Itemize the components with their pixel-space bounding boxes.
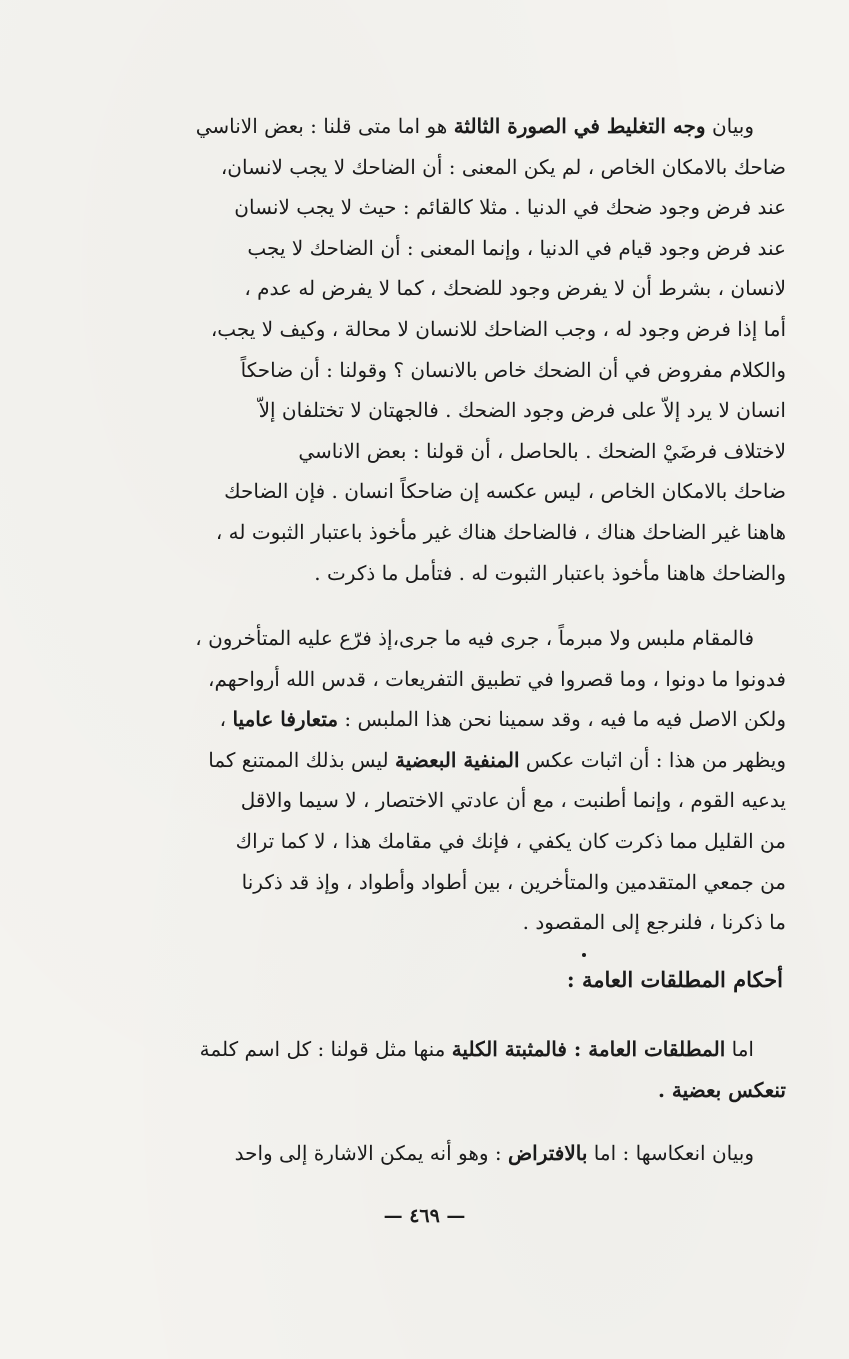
text-run: وبيان: [705, 114, 754, 138]
paragraph-4: [138, 1133, 786, 1174]
bold-term: المطلقات العامة : فالمثبتة الكلية: [451, 1037, 726, 1061]
text-line: تنعكس بعضية .: [658, 1077, 786, 1102]
text-line: يدعيه القوم ، وإنما أطنبت ، مع أن عادتي الاختصار ، لا سيما والاقل: [240, 788, 786, 813]
text-line: والكلام مفروض في أن الضحك خاص بالانسان ؟ وقولنا : أن ضاحكاً: [240, 357, 786, 382]
text-line: أما إذا فرض وجود له ، وجب الضاحك للانسان لا محالة ، وكيف لا يجب،: [210, 316, 786, 341]
text-run: اما: [725, 1037, 754, 1061]
stray-dot: [582, 953, 586, 957]
text-line: انسان لا يرد إلاّ على فرض وجود الضحك . فالجهتان لا تختلفان إلاّ: [258, 398, 786, 423]
text-line: من جمعي المتقدمين والمتأخرين ، بين أطواد وأطواد ، وإذ قد ذكرنا: [241, 869, 786, 894]
text-line: من القليل مما ذكرت كان يكفي ، فإنك في مقامك هذا ، لا كما تراك: [235, 828, 786, 853]
text-line: عند فرض وجود ضحك في الدنيا . مثلا كالقائم : حيث لا يجب لانسان: [234, 195, 786, 220]
text-line: [138, 1029, 786, 1070]
text-line: [138, 699, 786, 740]
bold-term: المنفية البعضية: [395, 747, 520, 772]
text-line: ما ذكرنا ، فلنرجع إلى المقصود .: [522, 910, 786, 935]
text-line: لانسان ، بشرط أن لا يفرض وجود للضحك ، كما لا يفرض له عدم ،: [244, 276, 786, 301]
bold-term: بالافتراض: [508, 1141, 588, 1165]
text-line: والضاحك هاهنا مأخوذ باعتبار الثبوت له . فتأمل ما ذكرت .: [314, 560, 786, 585]
section-heading: أحكام المطلقات العامة :: [566, 967, 783, 992]
text-line: هاهنا غير الضاحك هناك ، فالضاحك هناك غير مأخوذ باعتبار الثبوت له ،: [215, 519, 786, 544]
text-run: هو اما متى قلنا : بعض الاناسي: [195, 114, 454, 138]
text-line: فالمقام ملبس ولا مبرماً ، جرى فيه ما جرى،إذ فرّع عليه المتأخرون ،: [195, 626, 754, 650]
text-line: ضاحك بالامكان الخاص ، لم يكن المعنى : أن الضاحك لا يجب لانسان،: [220, 154, 786, 179]
text-line: لاختلاف فرضَيْ الضحك . بالحاصل ، أن قولنا : بعض الاناسي: [298, 438, 786, 463]
paragraph-2: [138, 618, 786, 943]
text-line: فدونوا ما دونوا ، وما قصروا في تطبيق التفريعات ، قدس الله أرواحهم،: [208, 666, 786, 691]
text-run: ليس بذلك الممتنع كما: [208, 747, 395, 772]
text-line: [138, 1133, 786, 1174]
paragraph-1: [138, 106, 786, 593]
page-number: — ٤٦٩ —: [383, 1205, 466, 1227]
text-line: [138, 740, 786, 781]
text-run: منها مثل قولنا : كل اسم كلمة: [199, 1037, 452, 1061]
bold-term: وجه التغليط في الصورة الثالثة: [453, 114, 706, 138]
bold-term: متعارفا عاميا: [232, 707, 339, 732]
text-run: ولكن الاصل فيه ما فيه ، وقد سمينا نحن هذا الملبس :: [338, 707, 786, 732]
text-line: [138, 106, 786, 147]
text-run: : وهو أنه يمكن الاشارة إلى واحد: [234, 1141, 508, 1165]
text-line: عند فرض وجود قيام في الدنيا ، وإنما المعنى : أن الضاحك لا يجب: [247, 235, 786, 260]
paragraph-3: [138, 1029, 786, 1110]
text-line: ضاحك بالامكان الخاص ، ليس عكسه إن ضاحكاً انسان . فإن الضاحك: [224, 479, 786, 504]
text-run: ويظهر من هذا : أن اثبات عكس: [519, 747, 786, 772]
text-run: ،: [219, 707, 233, 732]
text-run: وبيان انعكاسها : اما: [587, 1141, 754, 1165]
